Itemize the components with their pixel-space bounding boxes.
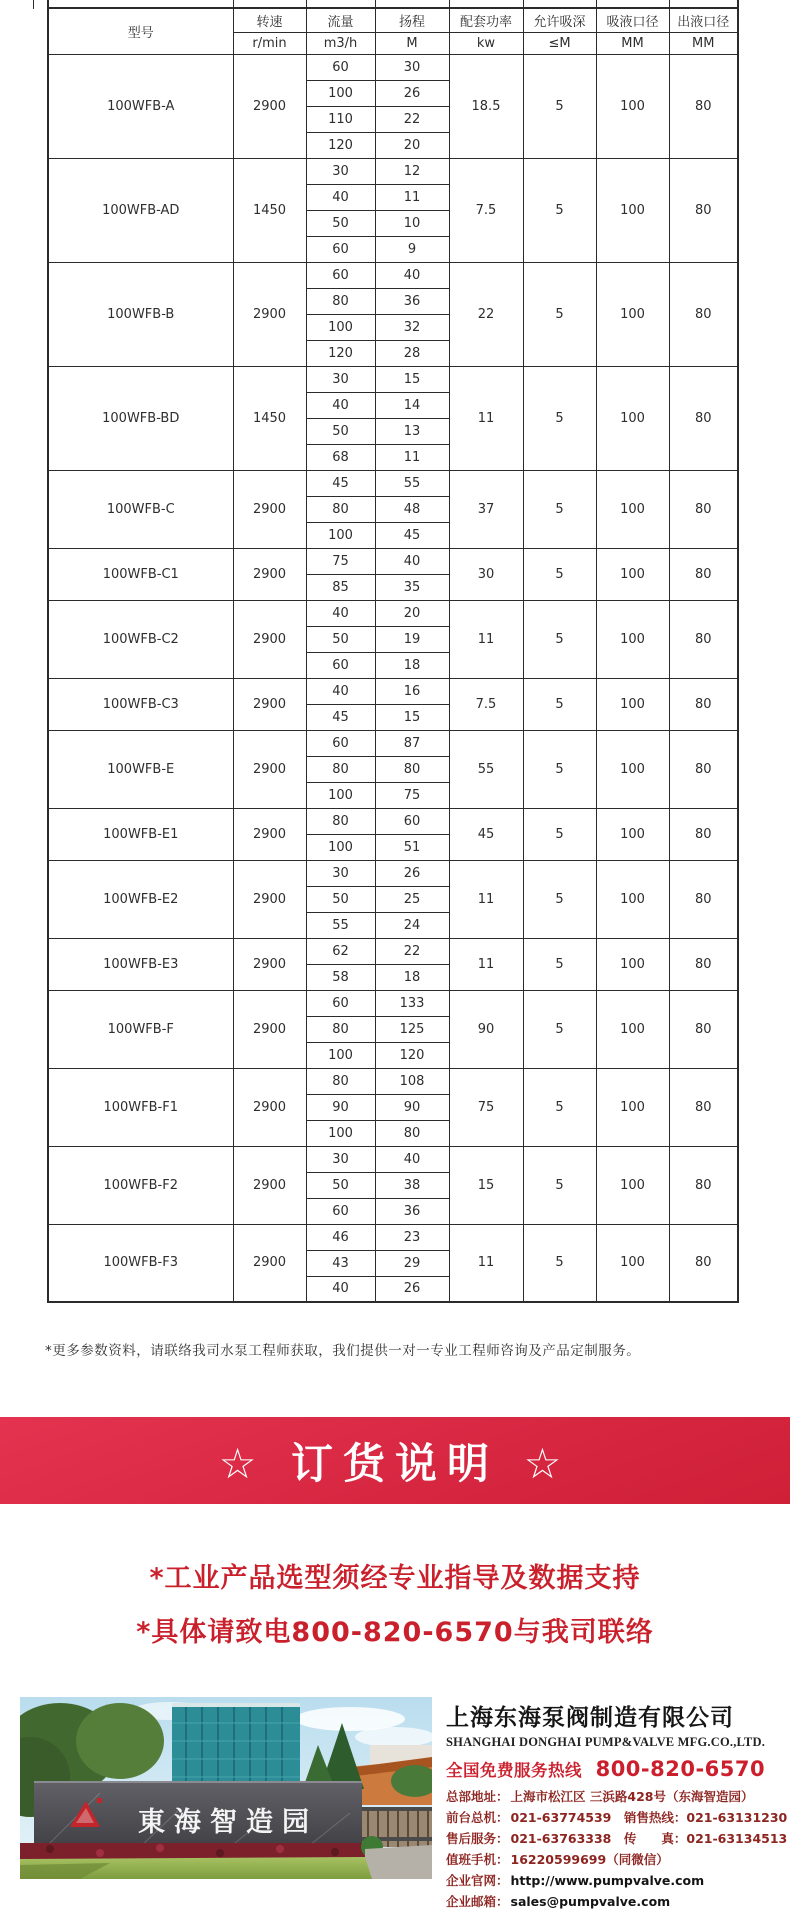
inlet-dia-cell: 100: [596, 730, 669, 808]
flow-cell: 100: [306, 782, 375, 808]
contact-after-sales: 售后服务： 021-63763338 传 真：021-63134513: [446, 1831, 788, 1846]
speed-cell: 2900: [233, 54, 306, 158]
photo-sign-text: 東海智造园: [138, 1807, 318, 1838]
power-cell: 11: [449, 860, 523, 938]
head-cell: 9: [375, 236, 449, 262]
stub-cell: [375, 0, 449, 8]
contact-email: 企业邮箱： sales@pumpvalve.com: [446, 1894, 671, 1909]
model-cell: 100WFB-C2: [48, 600, 233, 678]
spec-row: [48, 860, 738, 886]
spec-row: [48, 262, 738, 288]
outlet-dia-cell: 80: [669, 366, 738, 470]
model-cell: 100WFB-E2: [48, 860, 233, 938]
inlet-dia-cell: 100: [596, 470, 669, 548]
power-cell: 18.5: [449, 54, 523, 158]
head-cell: 120: [375, 1042, 449, 1068]
head-cell: 40: [375, 1146, 449, 1172]
flow-cell: 100: [306, 1120, 375, 1146]
inlet-dia-cell: 100: [596, 262, 669, 366]
order-instructions-banner: [0, 1417, 790, 1504]
stub-cell: [523, 0, 596, 8]
power-cell: 11: [449, 938, 523, 990]
spec-row: [48, 808, 738, 834]
head-cell: 36: [375, 1198, 449, 1224]
speed-cell: 2900: [233, 1224, 306, 1302]
speed-cell: 2900: [233, 262, 306, 366]
company-photo: [20, 1697, 432, 1879]
contact-address: 总部地址： 上海市松江区 三浜路428号（东海智造园）: [446, 1789, 754, 1804]
flow-cell: 40: [306, 1276, 375, 1302]
col-header-inlet-dia: 吸液口径: [596, 8, 669, 32]
head-cell: 75: [375, 782, 449, 808]
flow-cell: 60: [306, 990, 375, 1016]
contact-list: [446, 1786, 788, 1912]
head-cell: 38: [375, 1172, 449, 1198]
inlet-dia-cell: 100: [596, 808, 669, 860]
spec-row: [48, 730, 738, 756]
outlet-dia-cell: 80: [669, 54, 738, 158]
col-header-speed: 转速: [233, 8, 306, 32]
photo-sign-wall: [34, 1781, 362, 1849]
inlet-dia-cell: 100: [596, 1068, 669, 1146]
spec-row: [48, 1224, 738, 1250]
flow-cell: 30: [306, 860, 375, 886]
head-cell: 26: [375, 860, 449, 886]
table-top-stub: [48, 0, 738, 8]
spec-row: [48, 158, 738, 184]
stub-cell: [233, 0, 306, 8]
speed-cell: 2900: [233, 678, 306, 730]
flow-cell: 30: [306, 1146, 375, 1172]
head-cell: 19: [375, 626, 449, 652]
model-cell: 100WFB-E1: [48, 808, 233, 860]
head-cell: 15: [375, 704, 449, 730]
model-cell: 100WFB-F: [48, 990, 233, 1068]
power-cell: 37: [449, 470, 523, 548]
flow-cell: 50: [306, 418, 375, 444]
flow-cell: 80: [306, 1068, 375, 1094]
power-cell: 90: [449, 990, 523, 1068]
col-header-model: 型号: [48, 8, 233, 54]
col-header-head: 扬程: [375, 8, 449, 32]
flow-cell: 60: [306, 730, 375, 756]
website-url: http://www.pumpvalve.com: [510, 1873, 705, 1888]
unit-flow: m3/h: [306, 32, 375, 54]
inlet-dia-cell: 100: [596, 678, 669, 730]
hotline: [446, 1757, 776, 1781]
flow-cell: 80: [306, 288, 375, 314]
head-cell: 80: [375, 756, 449, 782]
flow-cell: 80: [306, 496, 375, 522]
suction-depth-cell: 5: [523, 1224, 596, 1302]
model-cell: 100WFB-C3: [48, 678, 233, 730]
model-cell: 100WFB-A: [48, 54, 233, 158]
head-cell: 26: [375, 80, 449, 106]
head-cell: 125: [375, 1016, 449, 1042]
speed-cell: 2900: [233, 938, 306, 990]
power-cell: 55: [449, 730, 523, 808]
flow-cell: 50: [306, 886, 375, 912]
head-cell: 32: [375, 314, 449, 340]
head-cell: 24: [375, 912, 449, 938]
model-cell: 100WFB-C: [48, 470, 233, 548]
spec-table-body: [48, 54, 738, 1302]
suction-depth-cell: 5: [523, 262, 596, 366]
flow-cell: 85: [306, 574, 375, 600]
unit-head: M: [375, 32, 449, 54]
speed-cell: 2900: [233, 470, 306, 548]
suction-depth-cell: 5: [523, 1068, 596, 1146]
speed-cell: 2900: [233, 808, 306, 860]
flow-cell: 100: [306, 522, 375, 548]
inlet-dia-cell: 100: [596, 938, 669, 990]
inlet-dia-cell: 100: [596, 990, 669, 1068]
flow-cell: 30: [306, 366, 375, 392]
flow-cell: 46: [306, 1224, 375, 1250]
flow-cell: 40: [306, 392, 375, 418]
head-cell: 22: [375, 938, 449, 964]
head-cell: 20: [375, 600, 449, 626]
suction-depth-cell: 5: [523, 990, 596, 1068]
inlet-dia-cell: 100: [596, 54, 669, 158]
outlet-dia-cell: 80: [669, 860, 738, 938]
company-footer: [0, 1697, 790, 1912]
flow-cell: 43: [306, 1250, 375, 1276]
unit-outlet-dia: MM: [669, 32, 738, 54]
banner-title: ☆ 订货说明 ☆: [218, 1438, 572, 1488]
email-address: sales@pumpvalve.com: [510, 1894, 671, 1909]
unit-suction-depth: ≤M: [523, 32, 596, 54]
flow-cell: 40: [306, 600, 375, 626]
head-cell: 22: [375, 106, 449, 132]
head-cell: 13: [375, 418, 449, 444]
speed-cell: 2900: [233, 600, 306, 678]
inlet-dia-cell: 100: [596, 860, 669, 938]
suction-depth-cell: 5: [523, 366, 596, 470]
head-cell: 40: [375, 548, 449, 574]
head-cell: 11: [375, 444, 449, 470]
outlet-dia-cell: 80: [669, 600, 738, 678]
spec-row: [48, 54, 738, 80]
suction-depth-cell: 5: [523, 548, 596, 600]
speed-cell: 1450: [233, 158, 306, 262]
head-cell: 18: [375, 652, 449, 678]
model-cell: 100WFB-C1: [48, 548, 233, 600]
flow-cell: 68: [306, 444, 375, 470]
model-cell: 100WFB-E: [48, 730, 233, 808]
inlet-dia-cell: 100: [596, 158, 669, 262]
hotline-label: 全国免费服务热线: [446, 1761, 582, 1780]
flow-cell: 100: [306, 1042, 375, 1068]
flow-cell: 80: [306, 1016, 375, 1042]
model-cell: 100WFB-F1: [48, 1068, 233, 1146]
inlet-dia-cell: 100: [596, 1224, 669, 1302]
model-cell: 100WFB-E3: [48, 938, 233, 990]
stub-cell: [669, 0, 738, 8]
outlet-dia-cell: 80: [669, 158, 738, 262]
header-row-labels: [48, 8, 738, 32]
power-cell: 45: [449, 808, 523, 860]
power-cell: 75: [449, 1068, 523, 1146]
outlet-dia-cell: 80: [669, 1068, 738, 1146]
flow-cell: 45: [306, 470, 375, 496]
head-cell: 133: [375, 990, 449, 1016]
inlet-dia-cell: 100: [596, 548, 669, 600]
company-info: [432, 1697, 788, 1912]
model-cell: 100WFB-AD: [48, 158, 233, 262]
suction-depth-cell: 5: [523, 938, 596, 990]
unit-inlet-dia: MM: [596, 32, 669, 54]
head-cell: 18: [375, 964, 449, 990]
inlet-dia-cell: 100: [596, 600, 669, 678]
spec-row: [48, 548, 738, 574]
cropped-row-tick: [33, 0, 34, 9]
flow-cell: 60: [306, 54, 375, 80]
speed-cell: 2900: [233, 860, 306, 938]
flow-cell: 30: [306, 158, 375, 184]
col-header-power: 配套功率: [449, 8, 523, 32]
flow-cell: 55: [306, 912, 375, 938]
model-cell: 100WFB-F2: [48, 1146, 233, 1224]
head-cell: 23: [375, 1224, 449, 1250]
head-cell: 87: [375, 730, 449, 756]
power-cell: 15: [449, 1146, 523, 1224]
head-cell: 29: [375, 1250, 449, 1276]
stub-cell: [596, 0, 669, 8]
flow-cell: 60: [306, 262, 375, 288]
power-cell: 7.5: [449, 678, 523, 730]
speed-cell: 1450: [233, 366, 306, 470]
speed-cell: 2900: [233, 730, 306, 808]
flow-cell: 40: [306, 184, 375, 210]
suction-depth-cell: 5: [523, 600, 596, 678]
slogan-line-1: *工业产品选型须经专业指导及数据支持: [149, 1563, 641, 1594]
unit-power: kw: [449, 32, 523, 54]
flow-cell: 90: [306, 1094, 375, 1120]
inlet-dia-cell: 100: [596, 366, 669, 470]
head-cell: 36: [375, 288, 449, 314]
unit-speed: r/min: [233, 32, 306, 54]
col-header-suction-depth: 允许吸深: [523, 8, 596, 32]
flow-cell: 40: [306, 678, 375, 704]
head-cell: 30: [375, 54, 449, 80]
suction-depth-cell: 5: [523, 158, 596, 262]
flow-cell: 60: [306, 652, 375, 678]
head-cell: 108: [375, 1068, 449, 1094]
inlet-dia-cell: 100: [596, 1146, 669, 1224]
flow-cell: 80: [306, 808, 375, 834]
head-cell: 45: [375, 522, 449, 548]
photo-driveway: [365, 1845, 432, 1879]
spec-row: [48, 938, 738, 964]
head-cell: 26: [375, 1276, 449, 1302]
spec-row: [48, 600, 738, 626]
head-cell: 25: [375, 886, 449, 912]
head-cell: 48: [375, 496, 449, 522]
head-cell: 14: [375, 392, 449, 418]
spec-row: [48, 990, 738, 1016]
head-cell: 15: [375, 366, 449, 392]
speed-cell: 2900: [233, 1068, 306, 1146]
company-name-en: SHANGHAI DONGHAI PUMP&VALVE MFG.CO.,LTD.: [446, 1735, 766, 1749]
flow-cell: 100: [306, 80, 375, 106]
flow-cell: 75: [306, 548, 375, 574]
head-cell: 10: [375, 210, 449, 236]
suction-depth-cell: 5: [523, 1146, 596, 1224]
stub-cell: [48, 0, 233, 8]
head-cell: 55: [375, 470, 449, 496]
speed-cell: 2900: [233, 1146, 306, 1224]
contact-website: 企业官网： http://www.pumpvalve.com: [446, 1873, 705, 1888]
model-cell: 100WFB-B: [48, 262, 233, 366]
power-cell: 7.5: [449, 158, 523, 262]
slogan-line-2: *具体请致电800-820-6570与我司联络: [136, 1617, 654, 1648]
power-cell: 11: [449, 1224, 523, 1302]
speed-cell: 2900: [233, 548, 306, 600]
suction-depth-cell: 5: [523, 860, 596, 938]
head-cell: 20: [375, 132, 449, 158]
power-cell: 22: [449, 262, 523, 366]
col-header-outlet-dia: 出液口径: [669, 8, 738, 32]
flow-cell: 110: [306, 106, 375, 132]
flow-cell: 50: [306, 210, 375, 236]
head-cell: 16: [375, 678, 449, 704]
flow-cell: 60: [306, 1198, 375, 1224]
flow-cell: 50: [306, 626, 375, 652]
suction-depth-cell: 5: [523, 730, 596, 808]
outlet-dia-cell: 80: [669, 1146, 738, 1224]
spec-row: [48, 366, 738, 392]
spec-row: [48, 1146, 738, 1172]
stub-cell: [449, 0, 523, 8]
head-cell: 12: [375, 158, 449, 184]
flow-cell: 80: [306, 756, 375, 782]
outlet-dia-cell: 80: [669, 1224, 738, 1302]
head-cell: 40: [375, 262, 449, 288]
suction-depth-cell: 5: [523, 678, 596, 730]
spec-row: [48, 678, 738, 704]
outlet-dia-cell: 80: [669, 548, 738, 600]
power-cell: 30: [449, 548, 523, 600]
photo-glass-building: [172, 1703, 300, 1791]
suction-depth-cell: 5: [523, 470, 596, 548]
outlet-dia-cell: 80: [669, 730, 738, 808]
flow-cell: 60: [306, 236, 375, 262]
contact-front-desk: 前台总机： 021-63774539 销售热线：021-63131230: [446, 1810, 788, 1825]
company-name: 上海东海泵阀制造有限公司: [446, 1705, 734, 1731]
speed-cell: 2900: [233, 990, 306, 1068]
table-footnote: *更多参数资料，请联络我司水泵工程师获取，我们提供一对一专业工程师咨询及产品定制服务。: [45, 1343, 641, 1359]
outlet-dia-cell: 80: [669, 262, 738, 366]
flow-cell: 120: [306, 132, 375, 158]
flow-cell: 45: [306, 704, 375, 730]
col-header-flow: 流量: [306, 8, 375, 32]
head-cell: 90: [375, 1094, 449, 1120]
outlet-dia-cell: 80: [669, 808, 738, 860]
head-cell: 35: [375, 574, 449, 600]
flow-cell: 100: [306, 314, 375, 340]
power-cell: 11: [449, 366, 523, 470]
company-photo-illustration: [20, 1697, 432, 1879]
flow-cell: 62: [306, 938, 375, 964]
suction-depth-cell: 5: [523, 808, 596, 860]
head-cell: 51: [375, 834, 449, 860]
spec-table: [47, 0, 739, 1303]
head-cell: 11: [375, 184, 449, 210]
model-cell: 100WFB-F3: [48, 1224, 233, 1302]
head-cell: 28: [375, 340, 449, 366]
spec-row: [48, 470, 738, 496]
spec-row: [48, 1068, 738, 1094]
head-cell: 60: [375, 808, 449, 834]
head-cell: 80: [375, 1120, 449, 1146]
outlet-dia-cell: 80: [669, 678, 738, 730]
flow-cell: 50: [306, 1172, 375, 1198]
stub-cell: [306, 0, 375, 8]
suction-depth-cell: 5: [523, 54, 596, 158]
flow-cell: 120: [306, 340, 375, 366]
power-cell: 11: [449, 600, 523, 678]
flow-cell: 100: [306, 834, 375, 860]
hotline-number: 800-820-6570: [595, 1757, 766, 1781]
flow-cell: 58: [306, 964, 375, 990]
model-cell: 100WFB-BD: [48, 366, 233, 470]
outlet-dia-cell: 80: [669, 990, 738, 1068]
contact-duty-phone: 值班手机： 16220599699（同微信）: [446, 1852, 669, 1867]
outlet-dia-cell: 80: [669, 470, 738, 548]
outlet-dia-cell: 80: [669, 938, 738, 990]
